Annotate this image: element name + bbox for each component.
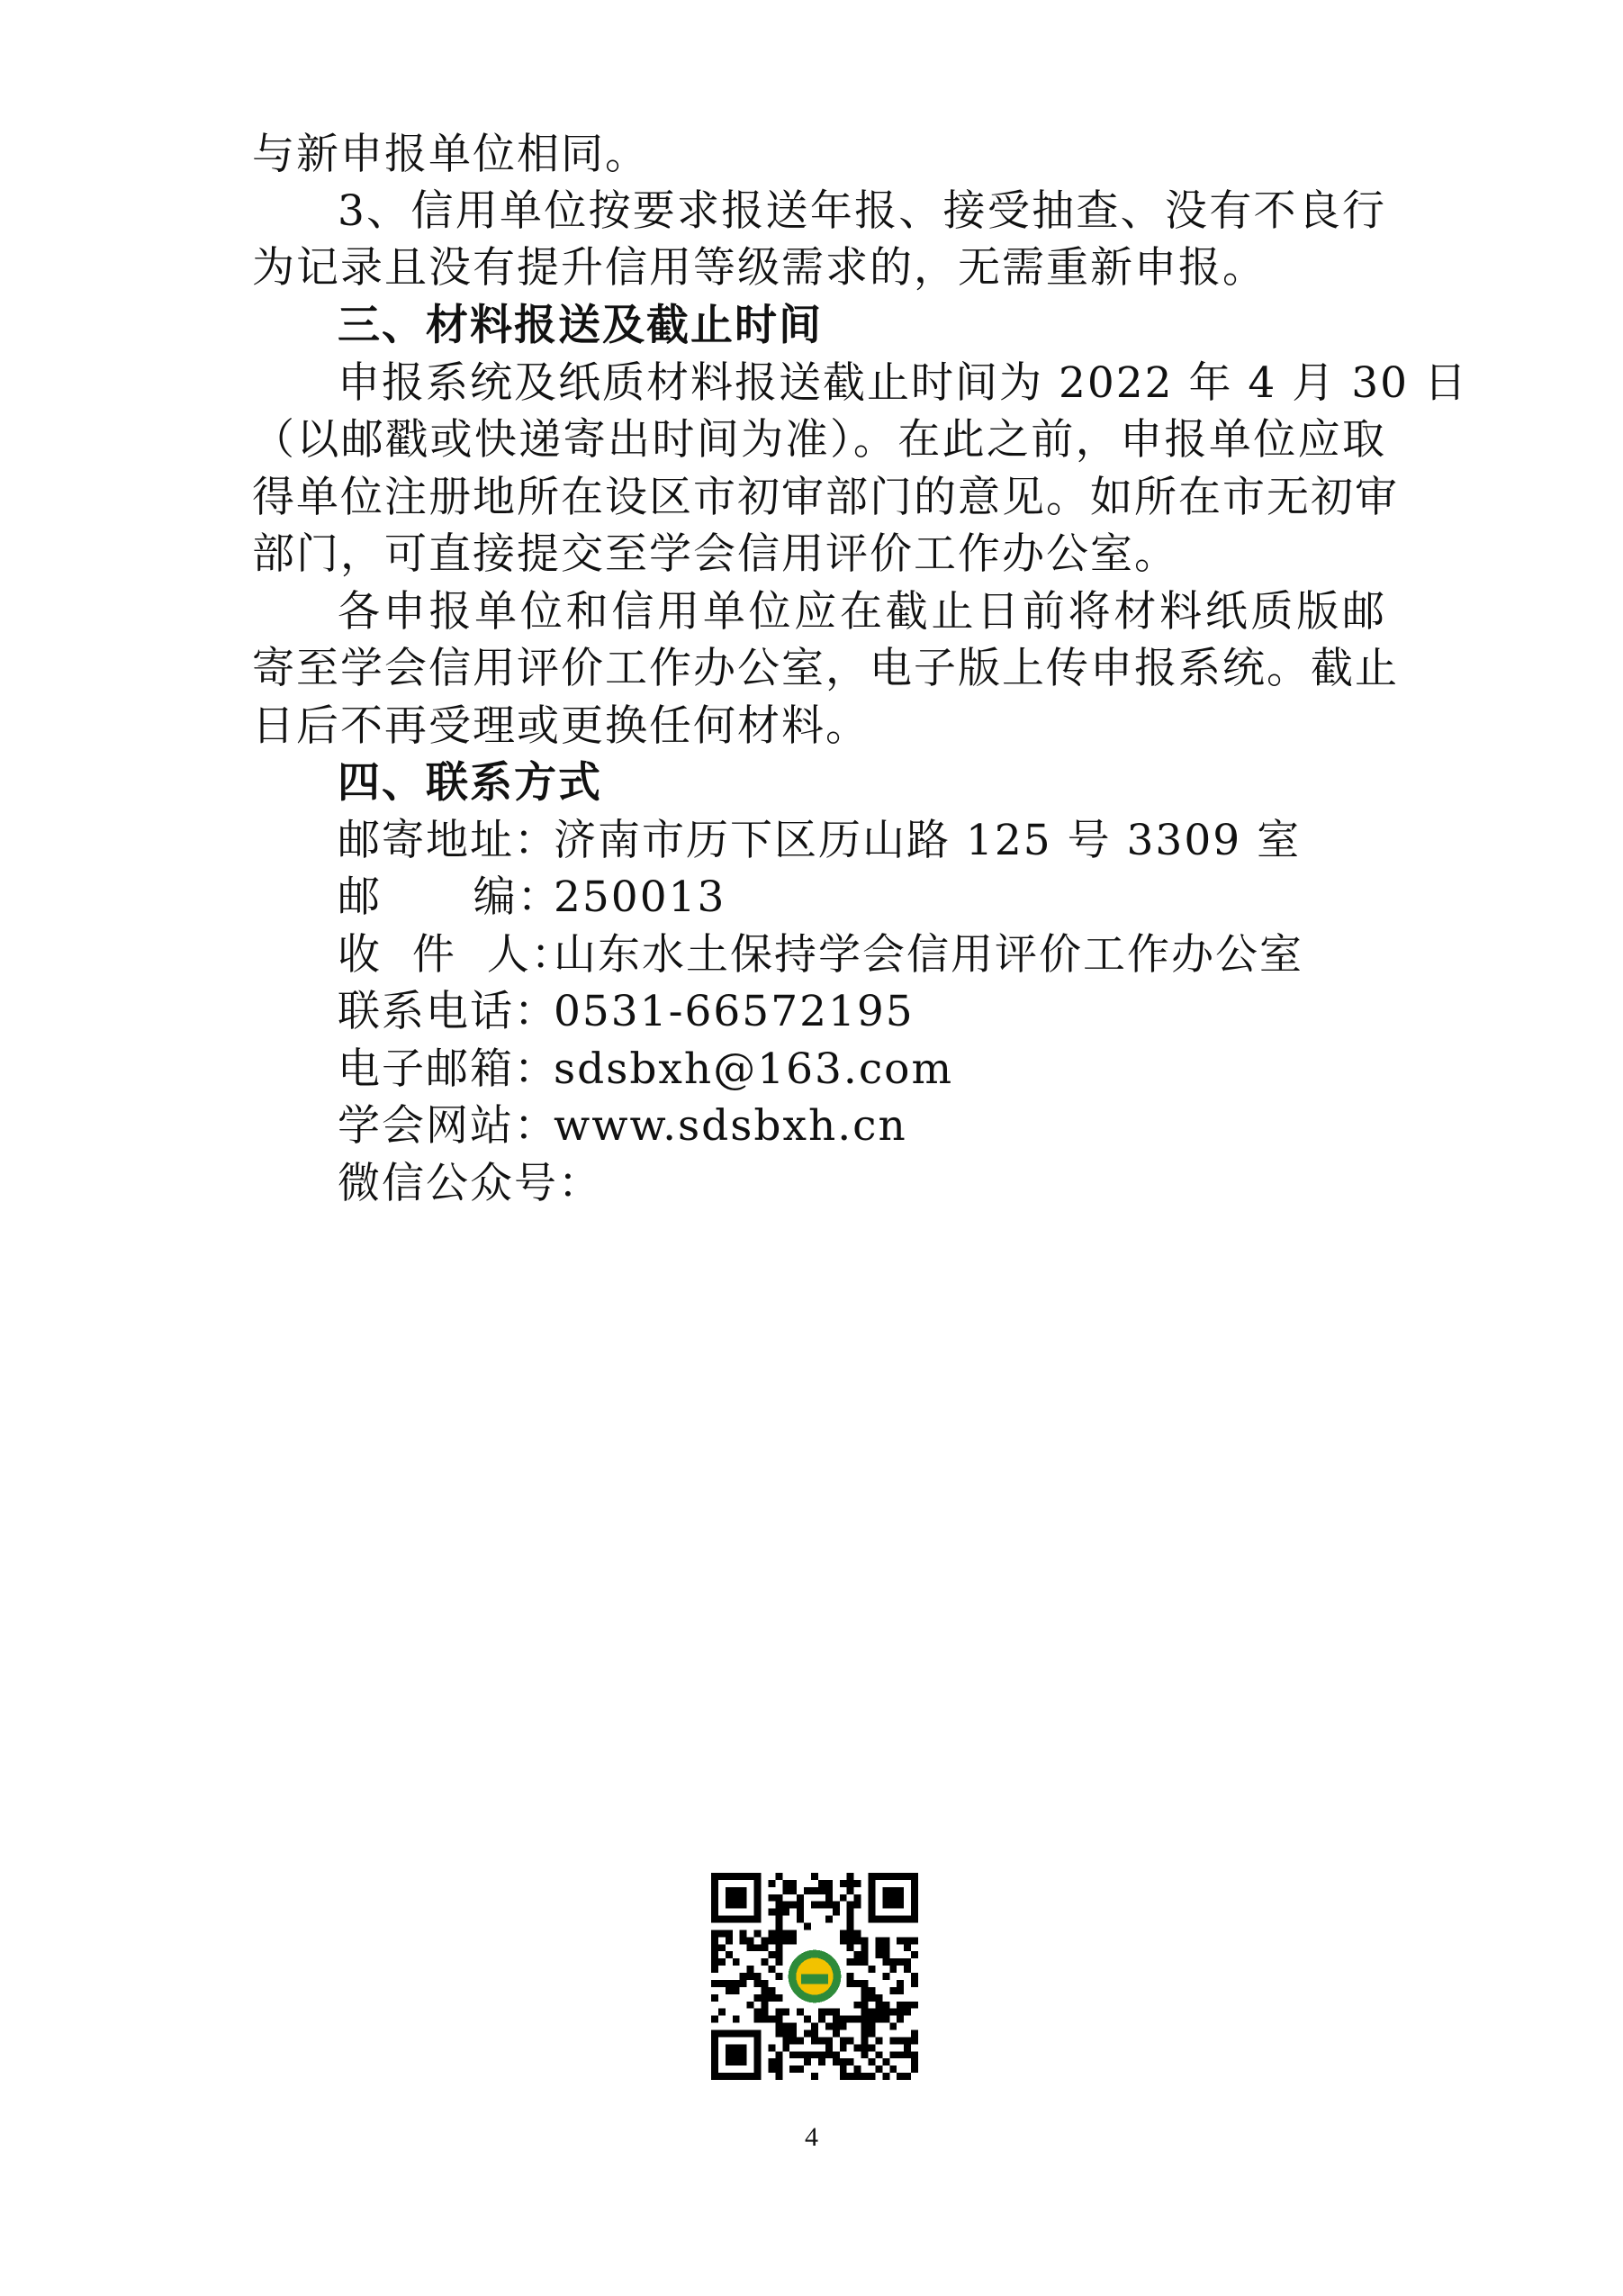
paragraph-line: 日后不再受理或更换任何材料。: [252, 701, 870, 751]
section-heading-3: 三、材料报送及截止时间: [338, 301, 823, 350]
contact-label: 电子邮箱：: [338, 1044, 558, 1094]
contact-wechat: [338, 1157, 1386, 1211]
paragraph-line: 申报系统及纸质材料报送截止时间为 2022 年 4 月 30 日: [338, 358, 1468, 408]
contact-recipient: [338, 928, 1386, 982]
paragraph-line: （以邮戳或快递寄出时间为准）。在此之前，申报单位应取: [252, 415, 1386, 465]
contact-email: [338, 1043, 1386, 1097]
contact-address: [338, 814, 1386, 868]
contact-label: 联系电话：: [338, 987, 558, 1036]
paragraph-line: 3、信用单位按要求报送年报、接受抽查、没有不良行: [338, 186, 1386, 236]
contact-label: 邮寄地址：: [338, 816, 558, 865]
paragraph-line: 与新申报单位相同。: [252, 130, 649, 179]
page-number: 4: [805, 2122, 818, 2152]
contact-phone: [338, 985, 1386, 1039]
paragraph-line: 为记录且没有提升信用等级需求的，无需重新申报。: [252, 243, 1267, 293]
address-value: 济南市历下区历山路 125 号 3309 室: [554, 816, 1302, 865]
recipient-value: 山东水土保持学会信用评价工作办公室: [554, 930, 1303, 980]
paragraph-line: 各申报单位和信用单位应在截止日前将材料纸质版邮: [338, 587, 1386, 637]
paragraph-line: 得单位注册地所在设区市初审部门的意见。如所在市无初审: [252, 473, 1399, 522]
email-value: sdsbxh@163.com: [554, 1044, 954, 1094]
contact-website: [338, 1099, 1386, 1153]
logo-icon: [786, 1948, 843, 2004]
website-value: www.sdsbxh.cn: [554, 1101, 907, 1151]
contact-postcode: [338, 871, 1386, 925]
paragraph-line: 部门，可直接提交至学会信用评价工作办公室。: [252, 529, 1178, 579]
contact-label: 学会网站：: [338, 1101, 558, 1151]
postcode-value: 250013: [554, 872, 726, 922]
qr-code-image: [711, 1873, 918, 2080]
paragraph-line: 寄至学会信用评价工作办公室，电子版上传申报系统。截止: [252, 644, 1399, 693]
phone-value: 0531-66572195: [554, 987, 915, 1036]
section-heading-4: 四、联系方式: [338, 758, 602, 808]
contact-label: 邮 编：: [338, 872, 562, 922]
contact-label: 收 件 人：: [338, 930, 575, 980]
contact-label: 微信公众号：: [338, 1159, 602, 1208]
